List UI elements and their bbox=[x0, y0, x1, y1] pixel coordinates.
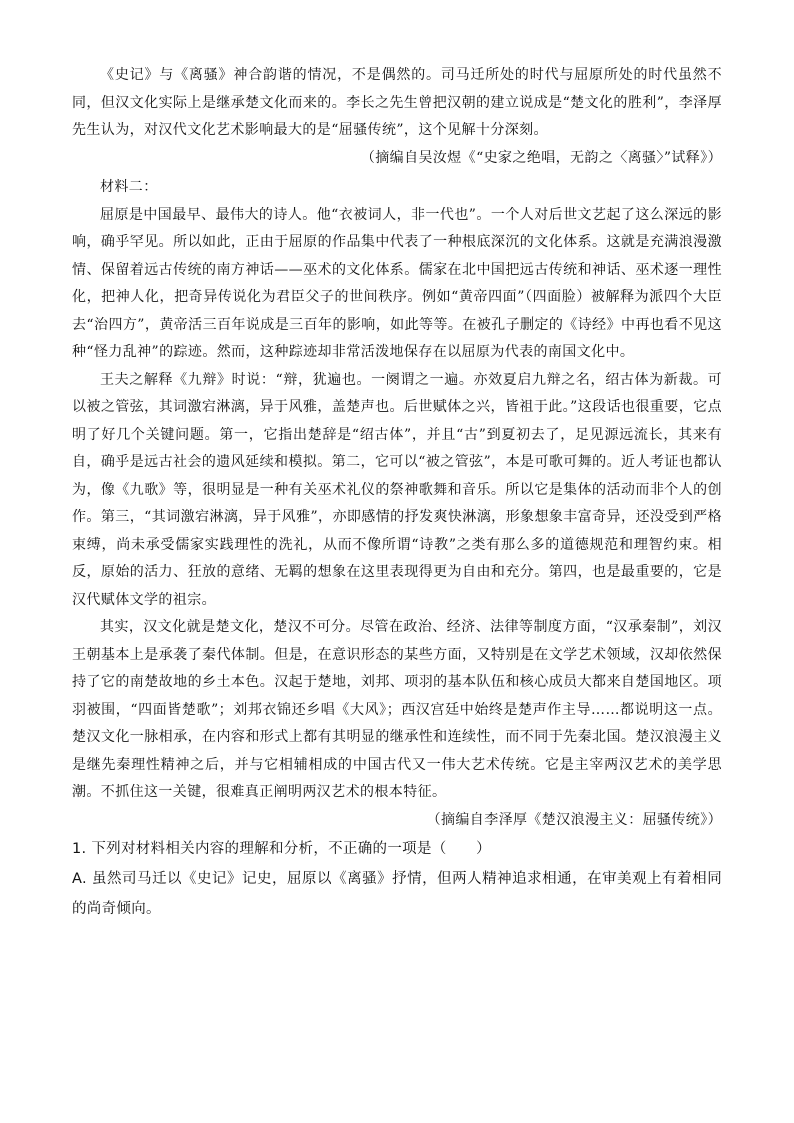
material-one-closing-paragraph: 《史记》与《离骚》神合韵谐的情况，不是偶然的。司马迁所处的时代与屈原所处的时代虽然不同，但汉文化实际上是继承楚文化而来的。李长之先生曾把汉朝的建立说成是“楚文化的胜利”，李泽厚先生认为，对汉代文化艺术影响最大的是“屈骚传统”，这个见解十分深刻。 bbox=[72, 67, 722, 138]
material-two-heading: 材料二： bbox=[100, 179, 158, 195]
question-1-stem: 1. 下列对材料相关内容的理解和分析，不正确的一项是（ ） bbox=[72, 841, 491, 857]
material-two-source: （摘编自李泽厚《楚汉浪漫主义：屈骚传统》） bbox=[426, 811, 722, 828]
document-page bbox=[72, 62, 722, 924]
material-two-paragraph-1: 屈原是中国最早、最伟大的诗人。他“衣被词人，非一代也”。一个人对后世文艺起了这么深远的影响，确乎罕见。所以如此，正由于屈原的作品集中代表了一种根底深沉的文化体系。这就是充满浪漫激情、保留着远古传统的南方神话——巫术的文化体系。儒家在北中国把远古传统和神话、巫术逐一理性化，把神人化，把奇异传说化为君臣父子的世间秩序。例如“黄帝四面”（四面脸）被解释为派四个大臣去“治四方”，黄帝活三百年说成是三百年的影响，如此等等。在被孔子删定的《诗经》中再也看不见这种“怪力乱神”的踪迹。然而，这种踪迹却非常活泼地保存在以屈原为代表的南国文化中。 bbox=[72, 206, 722, 360]
question-1-option-a[interactable]: A. 虽然司马迁以《史记》记史，屈原以《离骚》抒情，但两人精神追求相通，在审美观上有着相同的尚奇倾向。 bbox=[72, 871, 722, 917]
material-one-source: （摘编自吴汝煜《“史家之绝唱，无韵之〈离骚〉”试释》） bbox=[360, 149, 722, 166]
material-two-paragraph-3: 其实，汉文化就是楚文化，楚汉不可分。尽管在政治、经济、法律等制度方面，“汉承秦制”，刘汉王朝基本上是承袭了秦代体制。但是，在意识形态的某些方面，又特别是在文学艺术领域，汉却依然保持了它的南楚故地的乡土本色。汉起于楚地，刘邦、项羽的基本队伍和核心成员大都来自楚国地区。项羽被围，“四面皆楚歌”；刘邦衣锦还乡唱《大风》；西汉宫廷中始终是楚声作主导……都说明这一点。楚汉文化一脉相承，在内容和形式上都有其明显的继承性和连续性，而不同于先秦北国。楚汉浪漫主义是继先秦理性精神之后，并与它相辅相成的中国古代又一伟大艺术传统。它是主宰两汉艺术的美学思潮。不抓住这一关键，很难真正阐明两汉艺术的根本特征。 bbox=[72, 619, 722, 800]
material-two-paragraph-2: 王夫之解释《九辩》时说：“辩，犹遍也。一阕谓之一遍。亦效夏启九辩之名，绍古体为新裁。可以被之管弦，其词激宕淋漓，异于风雅，盖楚声也。后世赋体之兴，皆祖于此。”这段话也很重要，它点明了好几个关键问题。第一，它指出楚辞是“绍古体”，并且“古”到夏初去了，足见源远流长，其来有自，确乎是远古社会的遗风延续和模拟。第二，它可以“被之管弦”，本是可歌可舞的。近人考证也都认为，像《九歌》等，很明显是一种有关巫术礼仪的祭神歌舞和音乐。所以它是集体的活动而非个人的创作。第三，“其词激宕淋漓，异于风雅”，亦即感情的抒发爽快淋漓，形象想象丰富奇异，还没受到严格束缚，尚未承受儒家实践理性的洗礼，从而不像所谓“诗教”之类有那么多的道德规范和理智约束。相反，原始的活力、狂放的意绪、无羁的想象在这里表现得更为自由和充分。第四，也是最重要的，它是汉代赋体文学的祖宗。 bbox=[72, 371, 722, 608]
